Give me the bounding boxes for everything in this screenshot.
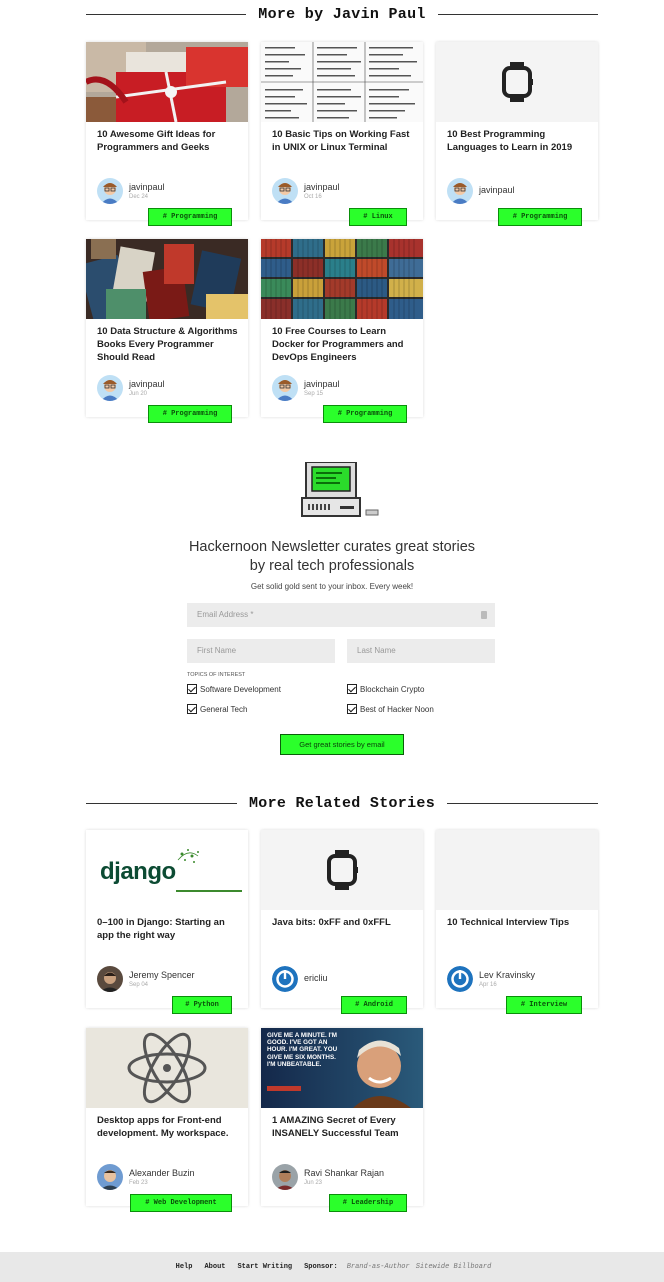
author-block[interactable] (97, 966, 195, 992)
author-name[interactable]: javinpaul (479, 185, 515, 195)
story-image-poster[interactable] (261, 1028, 423, 1108)
tag-button[interactable]: # Programming (323, 405, 407, 423)
author-name[interactable]: javinpaul (129, 379, 165, 389)
email-field[interactable] (187, 603, 495, 627)
checkbox-checked[interactable] (187, 684, 197, 694)
footer-sponsor-link[interactable]: Sitewide Billboard (415, 1263, 492, 1271)
checkbox-checked[interactable] (187, 704, 197, 714)
divider (86, 803, 237, 804)
newsletter-subline: Get solid gold sent to your inbox. Every week! (250, 582, 414, 591)
computer-icon (300, 462, 382, 525)
author-avatar[interactable] (97, 178, 123, 204)
story-date: Dec 24 (129, 194, 149, 200)
story-title[interactable]: Desktop apps for Front-end development. My workspace. (97, 1115, 229, 1139)
email-placeholder: Email Address * (197, 610, 254, 619)
atom-icon (86, 1028, 248, 1108)
divider (447, 803, 598, 804)
story-image-placeholder[interactable] (261, 830, 423, 910)
author-avatar[interactable] (272, 375, 298, 401)
story-title[interactable]: 0–100 in Django: Starting an app the right way (97, 917, 225, 941)
last-name-field[interactable]: Last Name (347, 639, 495, 663)
author-block[interactable] (97, 178, 165, 204)
author-block[interactable] (272, 966, 328, 992)
author-avatar[interactable] (97, 1164, 123, 1190)
author-avatar[interactable] (97, 375, 123, 401)
topic-label: Software Development (200, 684, 281, 694)
tag-button[interactable]: # Interview (506, 996, 582, 1014)
story-title[interactable]: 10 Free Courses to Learn Docker for Programmers and DevOps Engineers (272, 326, 404, 363)
story-title[interactable]: 10 Basic Tips on Working Fast in UNIX or Linux Terminal (272, 129, 410, 153)
story-date: Jun 23 (304, 1180, 323, 1186)
footer-sponsor-link[interactable]: Brand-as-Author (346, 1263, 410, 1271)
tag-button[interactable]: # Programming (148, 405, 232, 423)
story-date: Sep 04 (129, 982, 149, 988)
story-title[interactable]: 10 Awesome Gift Ideas for Programmers and Geeks (97, 129, 216, 153)
author-name[interactable]: javinpaul (304, 379, 340, 389)
author-name[interactable]: Ravi Shankar Rajan (304, 1168, 385, 1178)
story-date: Apr 16 (479, 982, 497, 988)
tag-button[interactable]: # Python (172, 996, 232, 1014)
newsletter-headline: Hackernoon Newsletter curates great stories by real tech professionals (188, 539, 476, 574)
story-card[interactable] (261, 239, 423, 417)
author-name[interactable]: ericliu (304, 973, 328, 983)
divider (86, 14, 246, 15)
author-avatar[interactable] (272, 178, 298, 204)
author-avatar-power-icon[interactable] (272, 966, 298, 992)
first-name-field[interactable]: First Name (187, 639, 335, 663)
author-block[interactable] (97, 375, 165, 401)
tag-button[interactable]: # Linux (349, 208, 407, 226)
story-date: Sep 15 (304, 391, 324, 397)
checkbox-checked[interactable] (347, 704, 357, 714)
story-image-terminal[interactable] (261, 42, 423, 122)
author-block[interactable] (272, 178, 340, 204)
tag-button[interactable]: # Programming (148, 208, 232, 226)
author-avatar[interactable] (447, 178, 473, 204)
author-block[interactable] (447, 178, 515, 204)
topic-checkbox[interactable] (187, 704, 247, 714)
story-image-placeholder[interactable] (436, 42, 598, 122)
author-name[interactable]: javinpaul (129, 182, 165, 192)
footer-about-link[interactable]: About (204, 1263, 226, 1271)
author-avatar[interactable] (97, 966, 123, 992)
topic-checkbox[interactable] (347, 704, 434, 714)
topic-label: Blockchain Crypto (360, 684, 425, 694)
story-title[interactable]: 1 AMAZING Secret of Every INSANELY Successful Team (272, 1115, 399, 1139)
author-block[interactable] (97, 1164, 195, 1190)
story-card[interactable] (436, 42, 598, 220)
story-title[interactable]: 10 Technical Interview Tips (447, 917, 570, 928)
subscribe-button[interactable]: Get great stories by email (280, 734, 404, 755)
poster-text: GIVE ME A MINUTE. I'M GOOD. I'VE GOT AN HOUR. I'M GREAT. YOU GIVE ME SIX MONTHS. I'M UNBEATABLE. (267, 1032, 338, 1068)
tag-button[interactable]: # Web Development (130, 1194, 232, 1212)
author-block[interactable] (447, 966, 535, 992)
story-card[interactable] (261, 830, 423, 1008)
story-card[interactable] (261, 1028, 423, 1206)
author-name[interactable]: javinpaul (304, 182, 340, 192)
tag-button[interactable]: # Programming (498, 208, 582, 226)
author-avatar[interactable] (272, 1164, 298, 1190)
tag-button[interactable]: # Android (341, 996, 407, 1014)
story-date: Feb 23 (129, 1180, 148, 1186)
story-image-containers[interactable] (261, 239, 423, 319)
story-image-placeholder[interactable] (436, 830, 598, 910)
divider (438, 14, 598, 15)
more-by-header (86, 2, 598, 26)
author-name[interactable]: Alexander Buzin (129, 1168, 195, 1178)
topics-label: TOPICS OF INTEREST (187, 672, 246, 678)
story-image-django[interactable] (86, 830, 248, 910)
django-logo: django (100, 858, 176, 885)
author-name[interactable]: Jeremy Spencer (129, 970, 195, 980)
story-card[interactable] (436, 830, 598, 1008)
footer-help-link[interactable]: Help (175, 1263, 193, 1271)
story-date: Jun 20 (129, 391, 148, 397)
story-card[interactable] (261, 42, 423, 220)
footer (0, 1252, 664, 1282)
topic-checkbox[interactable] (347, 684, 424, 694)
story-image-gifts[interactable] (86, 42, 248, 122)
checkbox-checked[interactable] (347, 684, 357, 694)
related-header (86, 791, 598, 815)
story-card[interactable] (86, 1028, 248, 1206)
footer-sponsor-label: Sponsor: (304, 1263, 338, 1271)
story-image-atom[interactable] (86, 1028, 248, 1108)
story-card[interactable] (86, 239, 248, 417)
topic-checkbox[interactable] (187, 684, 281, 694)
story-title[interactable]: Java bits: 0xFF and 0xFFL (272, 917, 391, 928)
story-title[interactable]: 10 Best Programming Languages to Learn in 2019 (447, 129, 573, 153)
story-date: Oct 16 (304, 194, 322, 200)
section-title: More Related Stories (248, 794, 436, 812)
story-card[interactable] (86, 42, 248, 220)
author-avatar-power-icon[interactable] (447, 966, 473, 992)
footer-start-writing-link[interactable]: Start Writing (237, 1263, 293, 1271)
tag-button[interactable]: # Leadership (329, 1194, 407, 1212)
autofill-icon (481, 611, 487, 619)
story-card[interactable] (86, 830, 248, 1008)
story-title[interactable]: 10 Data Structure & Algorithms Books Every Programmer Should Read (97, 326, 238, 363)
section-title: More by Javin Paul (258, 5, 426, 23)
topic-label: Best of Hacker Noon (360, 704, 434, 714)
topic-label: General Tech (200, 704, 248, 714)
author-block[interactable] (272, 1164, 384, 1190)
story-image-books[interactable] (86, 239, 248, 319)
author-name[interactable]: Lev Kravinsky (479, 970, 536, 980)
author-block[interactable] (272, 375, 340, 401)
